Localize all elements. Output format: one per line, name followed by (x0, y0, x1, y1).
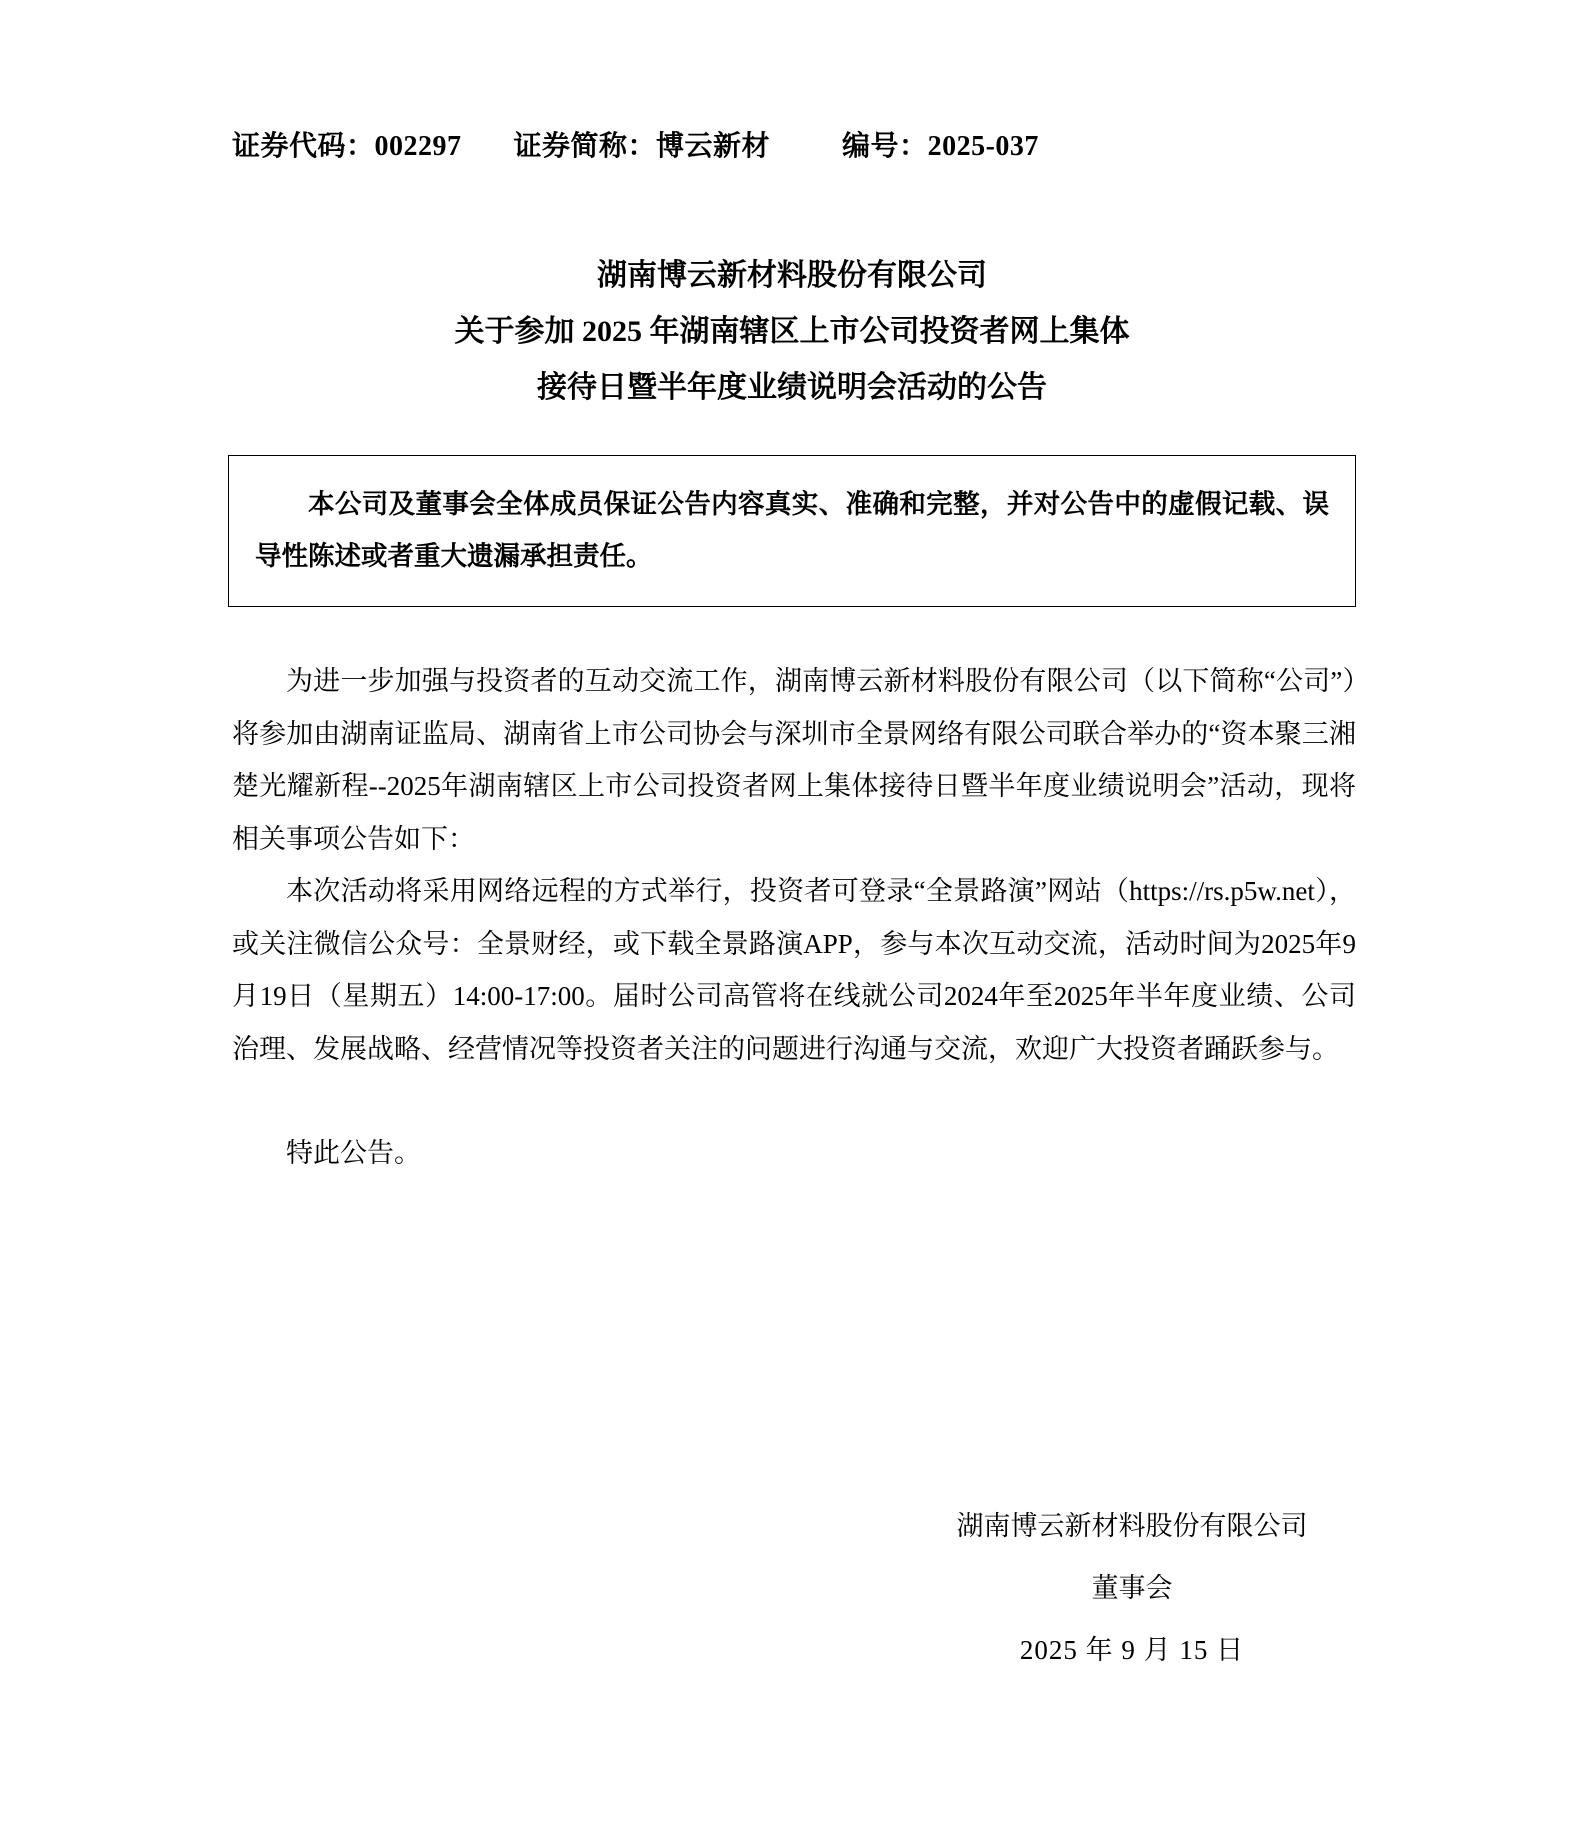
signature-date: 2025 年 9 月 15 日 (1019, 1635, 1245, 1665)
body-paragraph-1: 为进一步加强与投资者的互动交流工作，湖南博云新材料股份有限公司（以下简称“公司”）将参加由湖南证监局、湖南省上市公司协会与深圳市全景网络有限公司联合举办的“资本聚三湘 楚光耀新程--2025年湖南辖区上市公司投资者网上集体接待日暨半年度业绩说明会”活动，现将相关事项公告如下： (232, 666, 1356, 854)
announcement-number-label: 编号： (842, 131, 928, 162)
security-abbr-label: 证券简称： (513, 131, 657, 162)
disclaimer-box (228, 455, 1356, 607)
signature-board: 董事会 (1091, 1573, 1173, 1603)
title-line-3: 接待日暨半年度业绩说明会活动的公告 (537, 371, 1047, 404)
title-line-1: 湖南博云新材料股份有限公司 (597, 259, 987, 292)
page-title (232, 248, 1352, 416)
security-code-label: 证券代码： (232, 131, 375, 162)
signature-block (892, 1495, 1372, 1681)
title-line-2: 关于参加 2025 年湖南辖区上市公司投资者网上集体 (454, 315, 1130, 348)
signature-company: 湖南博云新材料股份有限公司 (956, 1511, 1308, 1541)
body-paragraph-2: 本次活动将采用网络远程的方式举行，投资者可登录“全景路演”网站（https://rs.p5w.net），或关注微信公众号：全景财经，或下载全景路演APP，参与本次互动交流，活动时间为2025年9月19日（星期五）14:00-17:00。届时公司高管将在线就公司2024年至2025年半年度业绩、公司治理、发展战略、经营情况等投资者关注的问题进行沟通与交流，欢迎广大投资者踊跃参与。 (232, 876, 1356, 1064)
disclaimer-text: 本公司及董事会全体成员保证公告内容真实、准确和完整，并对公告中的虚假记载、误导性陈述或者重大遗漏承担责任。 (255, 489, 1329, 571)
document-header (232, 124, 1372, 164)
security-abbr-value: 博云新材 (656, 131, 771, 162)
body-paragraph-3: 特此公告。 (286, 1138, 421, 1168)
document-body (232, 655, 1356, 1180)
security-code-value: 002297 (374, 131, 462, 162)
announcement-number-value: 2025-037 (927, 131, 1039, 162)
paragraph-spacer (232, 1075, 1356, 1127)
